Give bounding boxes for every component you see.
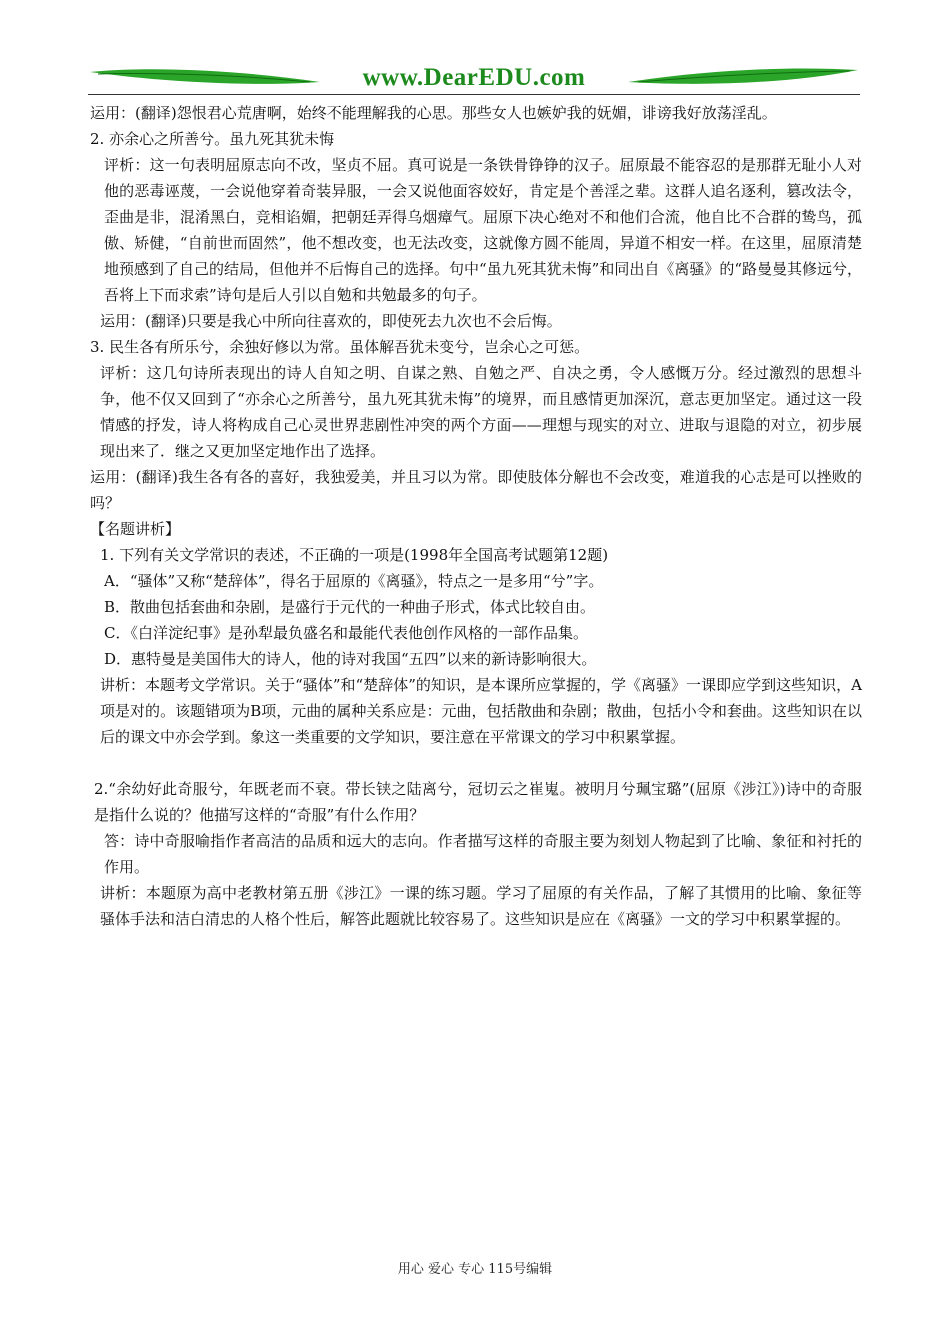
site-logo-text: www.DearEDU.com [362,64,586,91]
header-divider [88,94,860,95]
header-banner [88,62,860,96]
question: 1. 下列有关文学常识的表述，不正确的一项是(1998年全国高考试题第12题) [100,546,609,564]
paragraph: 运用：(翻译)只要是我心中所向往喜欢的，即使死去九次也不会后悔。 [100,312,562,330]
question: 2.“余幼好此奇服兮，年既老而不衰。带长铗之陆离兮，冠切云之崔嵬。被明月兮珮宝璐”(屈原《涉江》)诗中的奇服是指什么说的？他描写这样的“奇服”有什么作用？ [94,780,862,824]
paragraph: 讲析：本题考文学常识。关于“骚体”和“楚辞体”的知识，是本课所应掌握的，学《离骚》一课即应学到这些知识，A项是对的。该题错项为B项，元曲的属种关系应是：元曲，包括散曲和杂剧；散曲，包括小令和套曲。这些知识在以后的课文中亦会学到。象这一类重要的文学知识，要注意在平常课文的学习中积累掌握。 [100,676,862,746]
paragraph: 讲析：本题原为高中老教材第五册《涉江》一课的练习题。学习了屈原的有关作品，了解了其惯用的比喻、象征等骚体手法和洁白清忠的人格个性后，解答此题就比较容易了。这些知识是应在《离骚》一文的学习中积累掌握的。 [100,884,862,928]
paragraph: 评析：这一句表明屈原志向不改，坚贞不屈。真可说是一条铁骨铮铮的汉子。屈原最不能容忍的是那群无耻小人对他的恶毒诬蔑，一会说他穿着奇装异服，一会又说他面容姣好，肯定是个善淫之辈。这群人追名逐利，篡改法令，歪曲是非，混淆黑白，竞相谄媚，把朝廷弄得乌烟瘴气。屈原下决心绝对不和他们合流，他自比不合群的鸷鸟，孤傲、矫健，“自前世而固然”，他不想改变，也无法改变，这就像方圆不能周，异道不相安一样。在这里，屈原清楚地预感到了自己的结局，但他并不后悔自己的选择。句中“虽九死其犹未悔”和同出自《离骚》的“路曼曼其修远兮，吾将上下而求索”诗句是后人引以自勉和共勉最多的句子。 [104,156,863,304]
option: A．“骚体”又称“楚辞体”，得名于屈原的《离骚》，特点之一是多用“兮”字。 [104,572,604,590]
paragraph: 运用：(翻译)我生各有各的喜好，我独爱美，并且习以为常。即使肢体分解也不会改变，难道我的心志是可以挫败的吗？ [90,468,862,512]
option: B．散曲包括套曲和杂剧，是盛行于元代的一种曲子形式，体式比较自由。 [104,598,596,616]
page-footer: 用心 爱心 专心 115号编辑 [397,1262,553,1277]
answer: 答：诗中奇服喻指作者高洁的品质和远大的志向。作者描写这样的奇服主要为刻划人物起到了比喻、象征和衬托的作用。 [104,832,862,876]
option: C．《白洋淀纪事》是孙犁最负盛名和最能代表他创作风格的一部作品集。 [104,624,588,642]
document-body [90,100,862,932]
section-heading: 【名题讲析】 [90,520,181,538]
paragraph: 评析：这几句诗所表现出的诗人自知之明、自谋之熟、自勉之严、自决之勇，令人感慨万分。经过激烈的思想斗争，他不仅又回到了“亦余心之所善兮，虽九死其犹未悔”的境界，而且感情更加深沉，意志更加坚定。通过这一段情感的抒发，诗人将构成自己心灵世界悲剧性冲突的两个方面——理想与现实的对立、进取与退隐的对立，初步展现出来了．继之又更加坚定地作出了选择。 [100,364,862,460]
paragraph: 2. 亦余心之所善兮。虽九死其犹未悔 [90,130,335,148]
spacer [90,750,862,776]
option: D．惠特曼是美国伟大的诗人，他的诗对我国“五四”以来的新诗影响很大。 [104,650,597,668]
paragraph: 运用：(翻译)怨恨君心荒唐啊，始终不能理解我的心思。那些女人也嫉妒我的妩媚，诽谤我好放荡淫乱。 [90,104,777,122]
paragraph: 3. 民生各有所乐兮，余独好修以为常。虽体解吾犹未变兮，岂余心之可惩。 [90,338,590,356]
